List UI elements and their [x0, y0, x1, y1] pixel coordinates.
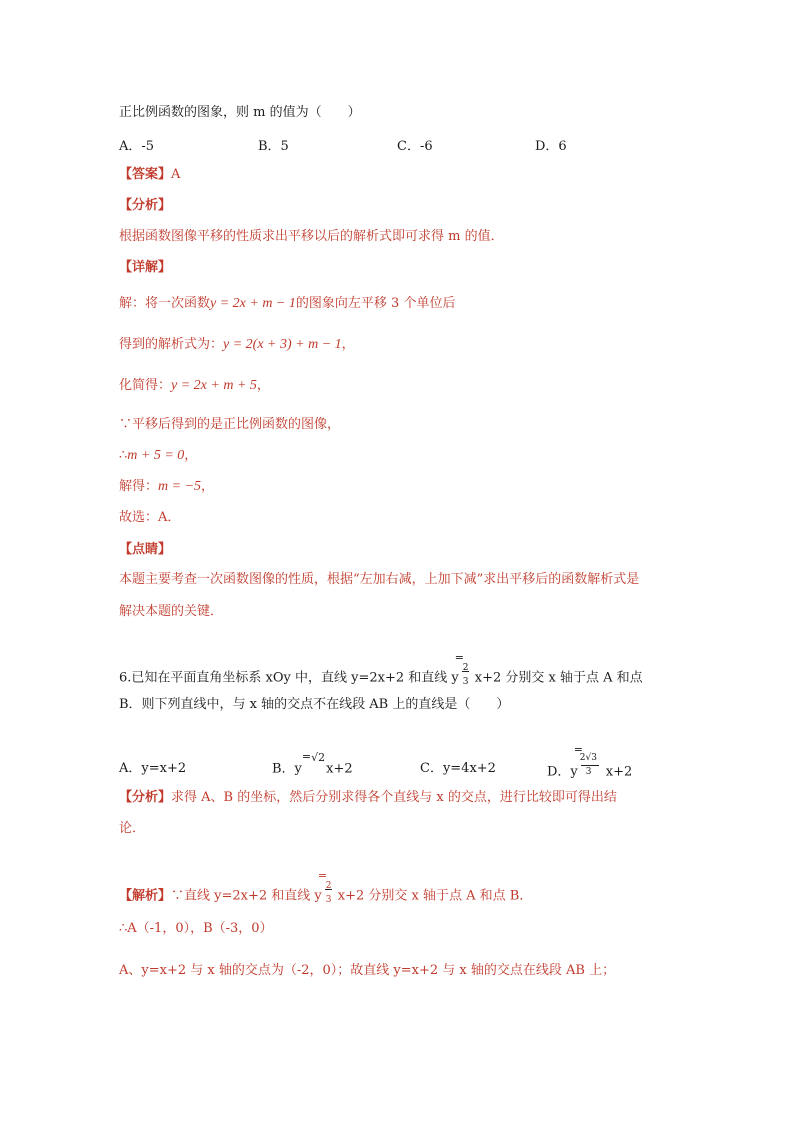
answer-value: A	[171, 167, 181, 182]
detail-line-2	[119, 336, 355, 354]
comment-tag: 【点睛】	[119, 542, 172, 557]
q6-solve-line-2: ∴A（-1，0），B（-3，0）	[119, 921, 273, 936]
option-b: B．5	[258, 139, 289, 154]
fraction	[454, 651, 473, 693]
detail-line-7: 故选：A．	[119, 510, 181, 525]
fraction	[317, 869, 336, 911]
comment-line-1: 本题主要考查一次函数图像的性质，根据“左加右减，上加下减”求出平移后的函数解析式是	[119, 572, 640, 587]
q6-stem-line-1	[119, 651, 643, 693]
q6-stem-text: 6.已知在平面直角坐标系 xOy 中，直线 y=2x+2 和直线 y	[119, 670, 459, 686]
fraction-numerator: 2	[325, 881, 332, 891]
fraction-denominator: 3	[462, 677, 469, 687]
answer-line	[119, 166, 180, 184]
option-b-equals: =	[301, 750, 312, 764]
detail-text: 解：将一次函数	[119, 296, 211, 311]
analysis-tag: 【分析】	[119, 198, 172, 213]
detail-text: ，	[341, 337, 355, 352]
fraction-equals: =	[454, 651, 464, 664]
q6-stem-text: x+2 分别交 x 轴于点 A 和点	[474, 670, 643, 686]
option-c: C．y=4x+2	[420, 761, 496, 776]
q6-analysis-tag: 【分析】	[119, 790, 172, 805]
detail-line-4: ∵平移后得到的是正比例函数的图像，	[119, 417, 341, 432]
option-a: A．y=x+2	[119, 761, 187, 776]
fraction-equals: =	[317, 869, 327, 882]
analysis-text: 根据函数图像平移的性质求出平移以后的解析式即可求得 m 的值．	[119, 229, 504, 244]
detail-line-6	[119, 478, 214, 496]
q6-analysis-text: 求得 A、B 的坐标，然后分别求得各个直线与 x 的交点，进行比较即可得出结	[171, 790, 617, 805]
option-a: A．-5	[119, 139, 155, 154]
detail-text: 的图象向左平移 3 个单位后	[295, 296, 456, 311]
detail-tag: 【详解】	[119, 260, 172, 275]
q6-analysis-line-1	[119, 789, 617, 807]
detail-line-1	[119, 295, 455, 313]
fraction-bar	[462, 671, 469, 672]
option-d-equals: =	[573, 743, 583, 756]
q6-solve-line-1	[119, 869, 533, 911]
fraction-denominator: 3	[325, 895, 332, 905]
option-d-denominator: 3	[585, 767, 592, 777]
detail-text: ，	[256, 378, 270, 393]
q6-solve-text: x+2 分别交 x 轴于点 A 和点 B．	[337, 888, 533, 904]
option-d	[547, 743, 633, 787]
detail-formula: y = 2x + m − 1	[210, 296, 296, 311]
option-d-label: D．y	[547, 764, 578, 780]
option-d-numerator: 2√3	[579, 753, 597, 763]
q6-stem-line-2: B．则下列直线中，与 x 轴的交点不在线段 AB 上的直线是（ ）	[119, 697, 510, 712]
detail-text: ∴	[119, 448, 128, 463]
option-b-label: B．y	[272, 761, 302, 777]
detail-text: ，	[184, 448, 198, 463]
answer-tag: 【答案】	[119, 167, 172, 182]
detail-formula: y = 2x + m + 5	[171, 378, 257, 393]
detail-text: 得到的解析式为：	[119, 337, 224, 352]
detail-text: ，	[201, 479, 215, 494]
option-b-root: √2	[311, 751, 326, 764]
option-d-fraction-bar	[581, 765, 599, 766]
q5-stem: 正比例函数的图象，则 m 的值为（ ）	[119, 105, 361, 120]
detail-formula: m + 5 = 0	[127, 448, 185, 463]
fraction-bar	[325, 889, 332, 890]
detail-line-3	[119, 377, 270, 395]
q6-solve-tag: 【解析】	[119, 888, 172, 904]
option-b	[272, 750, 353, 777]
q6-analysis-line-2: 论．	[119, 821, 146, 836]
detail-formula: y = 2(x + 3) + m − 1	[223, 337, 342, 352]
option-d: D．6	[535, 139, 567, 154]
detail-text: 解得：	[119, 479, 159, 494]
q6-solve-line-3: A、y=x+2 与 x 轴的交点为（-2，0）；故直线 y=x+2 与 x 轴的交点在线段 AB 上；	[119, 963, 616, 978]
option-c: C．-6	[397, 139, 433, 154]
option-d-tail: x+2	[605, 764, 633, 780]
detail-formula: m = −5	[158, 479, 202, 494]
comment-line-2: 解决本题的关键．	[119, 604, 224, 619]
detail-text: 化简得：	[119, 378, 172, 393]
fraction-numerator: 2	[462, 663, 469, 673]
option-b-tail: x+2	[326, 761, 353, 777]
q6-solve-text: ∵直线 y=2x+2 和直线 y	[171, 888, 322, 904]
detail-line-5	[119, 447, 197, 465]
option-d-fraction	[573, 743, 604, 787]
